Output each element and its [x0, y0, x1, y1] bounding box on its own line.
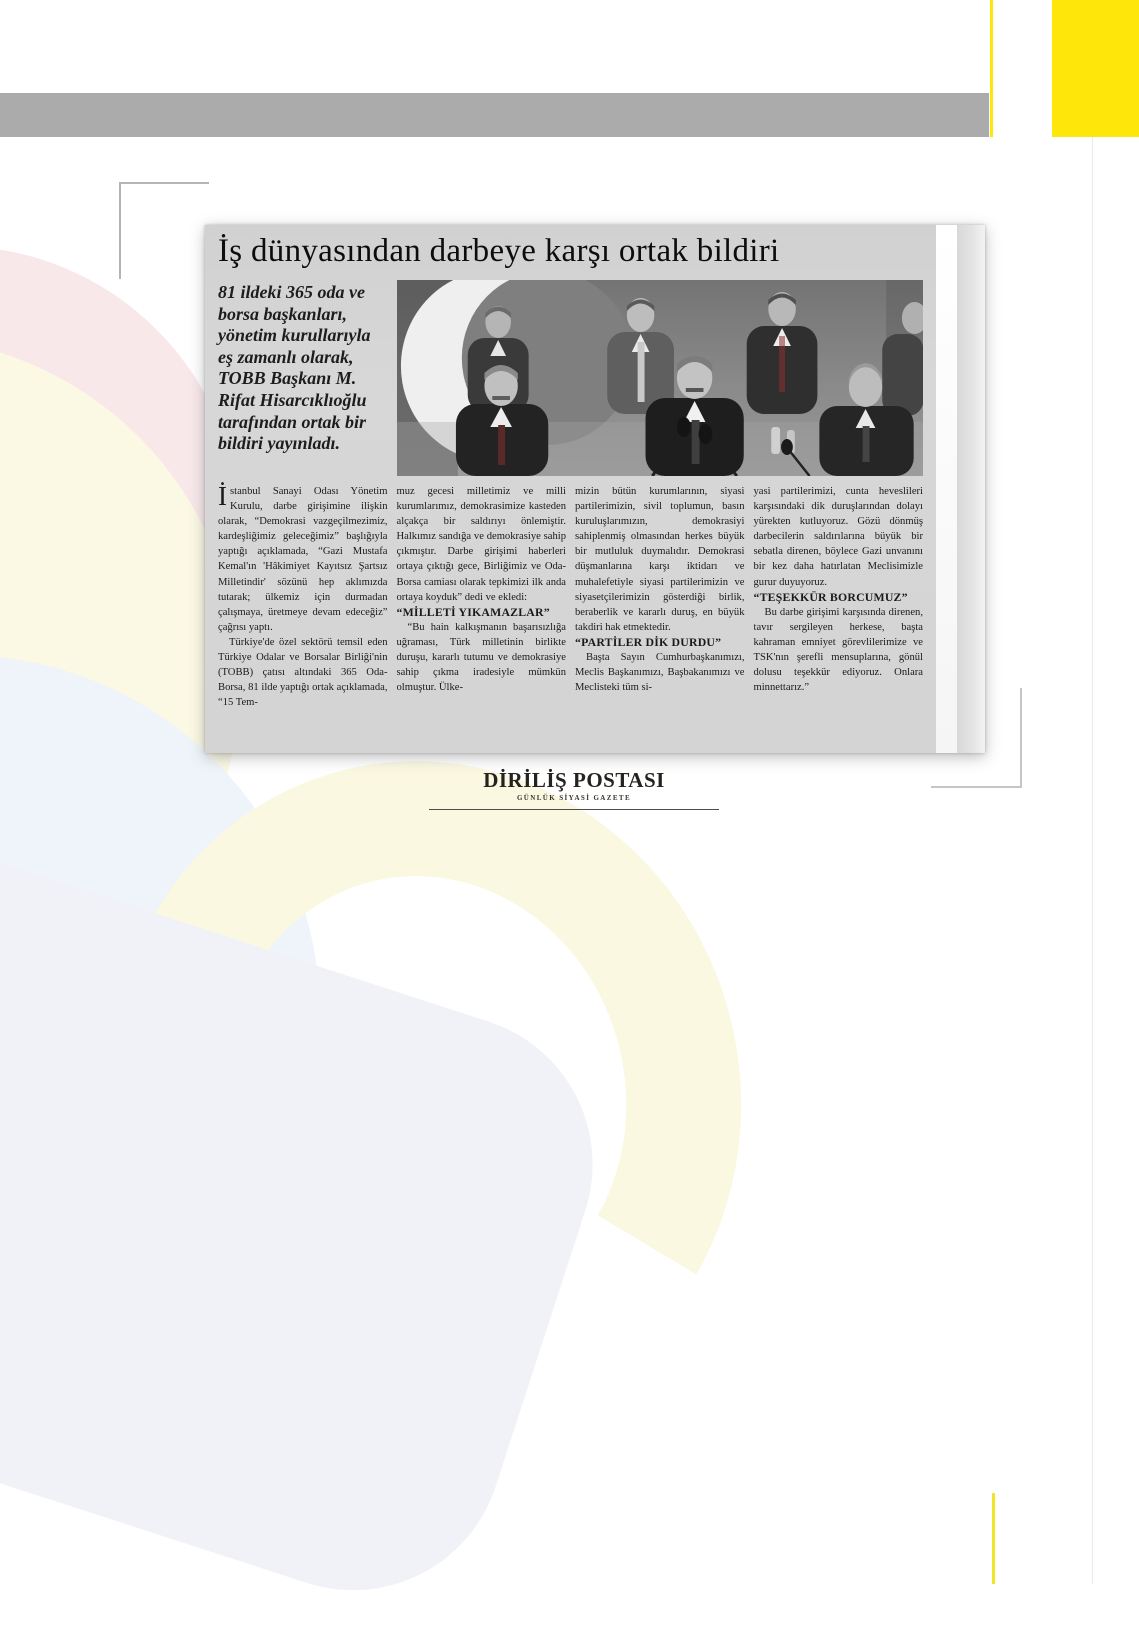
- subhead: “MİLLETİ YIKAMAZLAR”: [396, 604, 550, 619]
- press-conference-photo: [397, 280, 924, 476]
- article-column-1: İstanbul Sanayi Odası Yönetim Kurulu, darbe girişimine ilişkin olarak, “Demokrasi vazgeçilmezimiz, kardeşliğimiz geleceğimiz” başlığıyla yaptığı açıklamada, “Gazi Mustafa Kemal'ın 'Hâkimiyet Kayıtsız Şartsız Milletindir' sözünü hep aklımızda tutarak; ülkemiz için durmadan çalışmaya, üretmeye devam edeceğiz” çağrısı yaptı. Türkiye'de özel sektörü temsil eden Türkiye Odalar ve Borsalar Birliği'nin (TOBB) çatısı altındaki 365 Oda-Borsa, 81 ilde yaptığı ortak açıklamada, “15 Tem-: [218, 481, 388, 709]
- crop-mark-bottom-right: [1020, 688, 1022, 788]
- yellow-corner-rectangle: [1052, 0, 1139, 137]
- logo-underline: [429, 809, 719, 810]
- crop-mark-top-left: [119, 182, 209, 184]
- crop-mark-bottom-right: [931, 786, 1022, 788]
- article-column-3: mizin bütün kurumlarının, siyasi partilerimizin, sivil toplumun, basın kuruluşlarımızın, demokrasiyi sahiplenmiş olmasından herkes büyük bir mutluluk duymalıdır. Demokrasi düşmanlarına karşı iktidarı ve muhalefetiyle siyasi partilerimizin ve siyasetçilerimizin gösterdiği birlik, beraberlik ve kararlı duruş, en büyük takdiri hak etmektedir. “PARTİLER DİK DURDU” Başta Sayın Cumhurbaşkanımızı, Meclis Başkanımızı, Başbakanımızı ve Meclisteki tüm si-: [575, 486, 745, 694]
- scan-page-edge-shadow: [957, 225, 985, 753]
- article-lead: 81 ildeki 365 oda ve borsa başkanları, yönetim kurullarıyla eş zamanlı olarak, TOBB Başkanı M. Rifat Hisarcıklıoğlu tarafından ortak bir bildiri yayınladı.: [218, 282, 371, 454]
- newspaper-logo: [429, 768, 719, 810]
- yellow-vertical-line-bottom: [992, 1493, 995, 1584]
- yellow-vertical-line-top: [990, 0, 993, 137]
- crop-mark-top-left: [119, 182, 121, 279]
- scan-page-edge-white: [936, 225, 957, 753]
- newspaper-logo-tagline: GÜNLÜK SİYASİ GAZETE: [516, 794, 632, 802]
- subhead: “TEŞEKKÜR BORCUMUZ”: [753, 589, 908, 604]
- top-gray-bar: [0, 93, 989, 137]
- drop-cap: İ: [218, 481, 227, 511]
- article-headline: İş dünyasından darbeye karşı ortak bildiri: [218, 233, 780, 269]
- clipping-paper: [205, 225, 936, 753]
- article-column-2: muz gecesi milletimiz ve milli kurumlarımız, demokrasimize kasteden alçakça bir saldırıyı önlemiştir. Halkımız sandığa ve demokrasiye sahip çıkmıştır. Darbe girişimi haberleri ortaya çıktığı gece, Birliğimiz ve Oda-Borsa camiası olarak tepkimizi ilk anda ortaya koyduk” dedi ve ekledi: “MİLLETİ YIKAMAZLAR” “Bu hain kalkışmanın başarısızlığa uğraması, Türk milletinin birlikte duruşu, kararlı tutumu ve demokrasiye sahip çıkma iradesiyle mümkün olmuştur. Ülke-: [396, 486, 566, 694]
- newspaper-logo-title: DİRİLİŞ POSTASI: [483, 768, 665, 792]
- newspaper-clipping: [205, 225, 985, 753]
- faint-vertical-rule: [1092, 137, 1093, 1584]
- subhead: “PARTİLER DİK DURDU”: [575, 634, 722, 649]
- article-column-4: yasi partilerimizi, cunta heveslileri karşısındaki dik duruşlarından dolayı yürekten kutluyoruz. Gözü dönmüş darbecilerin saldırılarına büyük bir sebatla direnen, böylece Gazi unvanını bir kez daha hatırlatan Meclisimizle gurur duyuyoruz. “TEŞEKKÜR BORCUMUZ” Bu darbe girişimi karşısında direnen, tavır sergileyen herkese, başta kahraman emniyet görevlilerimize ve TSK'nın şerefli mensuplarına, gönül dolusu teşekkür ediyoruz. Onlara minnettarız.”: [753, 486, 923, 694]
